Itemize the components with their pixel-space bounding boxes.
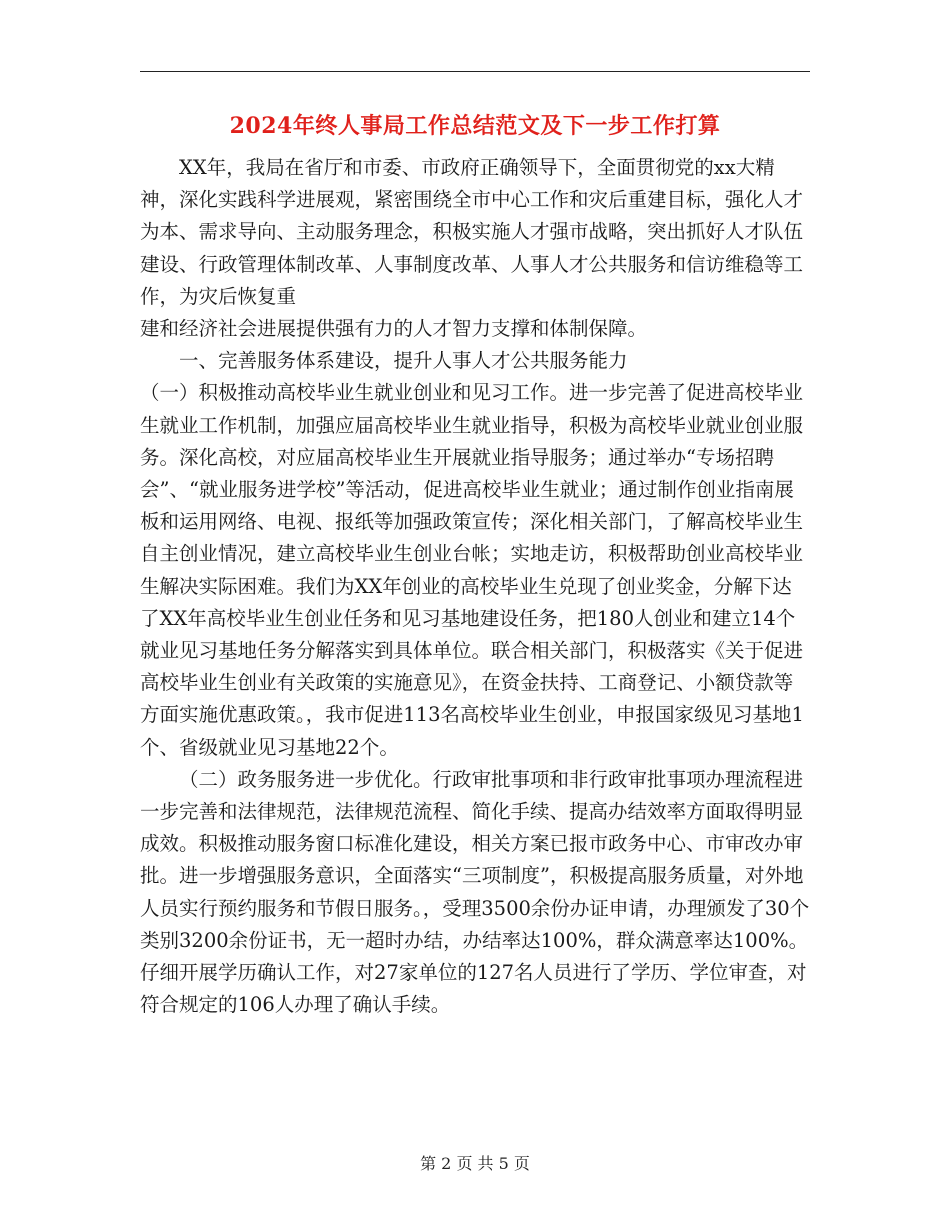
header-rule xyxy=(140,71,810,72)
document-body xyxy=(140,152,810,1021)
section-heading-1: 一、完善服务体系建设，提升人事人才公共服务能力 xyxy=(179,349,628,373)
paragraph-subsection-1: （一）积极推动高校毕业生就业创业和见习工作。进一步完善了促进高校毕业生就业工作机制，加强应届高校毕业生就业指导，积极为高校毕业就业创业服务。深化高校，对应届高校毕业生开展就业指导服务；通过举办“专场招聘会”、“就业服务进学校”等活动，促进高校毕业生就业；通过制作创业指南展板和运用网络、电视、报纸等加强政策宣传；深化相关部门，了解高校毕业生自主创业情况，建立高校毕业生创业台帐；实地走访，积极帮助创业高校毕业生解决实际困难。我们为XX年创业的高校毕业生兑现了创业奖金，分解下达了XX年高校毕业生创业任务和见习基地建设任务，把180人创业和建立14个就业见习基地任务分解落实到具体单位。联合相关部门，积极落实《关于促进高校毕业生创业有关政策的实施意见》，在资金扶持、工商登记、小额贷款等方面实施优惠政策。，我市促进113名高校毕业生创业，申报国家级见习基地1个、省级就业见习基地22个。 xyxy=(140,381,804,759)
paragraph-intro-continued: 建和经济社会进展提供强有力的人才智力支撑和体制保障。 xyxy=(140,317,648,341)
document-title: 2024年终人事局工作总结范文及下一步工作打算 xyxy=(229,113,721,139)
paragraph-intro: XX年，我局在省厅和市委、市政府正确领导下，全面贯彻党的xx大精神，深化实践科学进展观，紧密围绕全市中心工作和灾后重建目标，强化人才为本、需求导向、主动服务理念，积极实施人才强市战略，突出抓好人才队伍建设、行政管理体制改革、人事制度改革、人事人才公共服务和信访维稳等工作，为灾后恢复重 xyxy=(140,156,804,308)
page-footer: 第 2 页 共 5 页 xyxy=(420,1154,530,1173)
paragraph-subsection-2: （二）政务服务进一步优化。行政审批事项和非行政审批事项办理流程进一步完善和法律规范，法律规范流程、简化手续、提高办结效率方面取得明显成效。积极推动服务窗口标准化建设，相关方案已报市政务中心、市审改办审批。进一步增强服务意识，全面落实“三项制度”，积极提高服务质量，对外地人员实行预约服务和节假日服务。，受理3500余份办证申请，办理颁发了30个类别3200余份证书，无一超时办结，办结率达100%，群众满意率达100%。仔细开展学历确认工作，对27家单位的127名人员进行了学历、学位审查，对符合规定的106人办理了确认手续。 xyxy=(140,767,810,1017)
